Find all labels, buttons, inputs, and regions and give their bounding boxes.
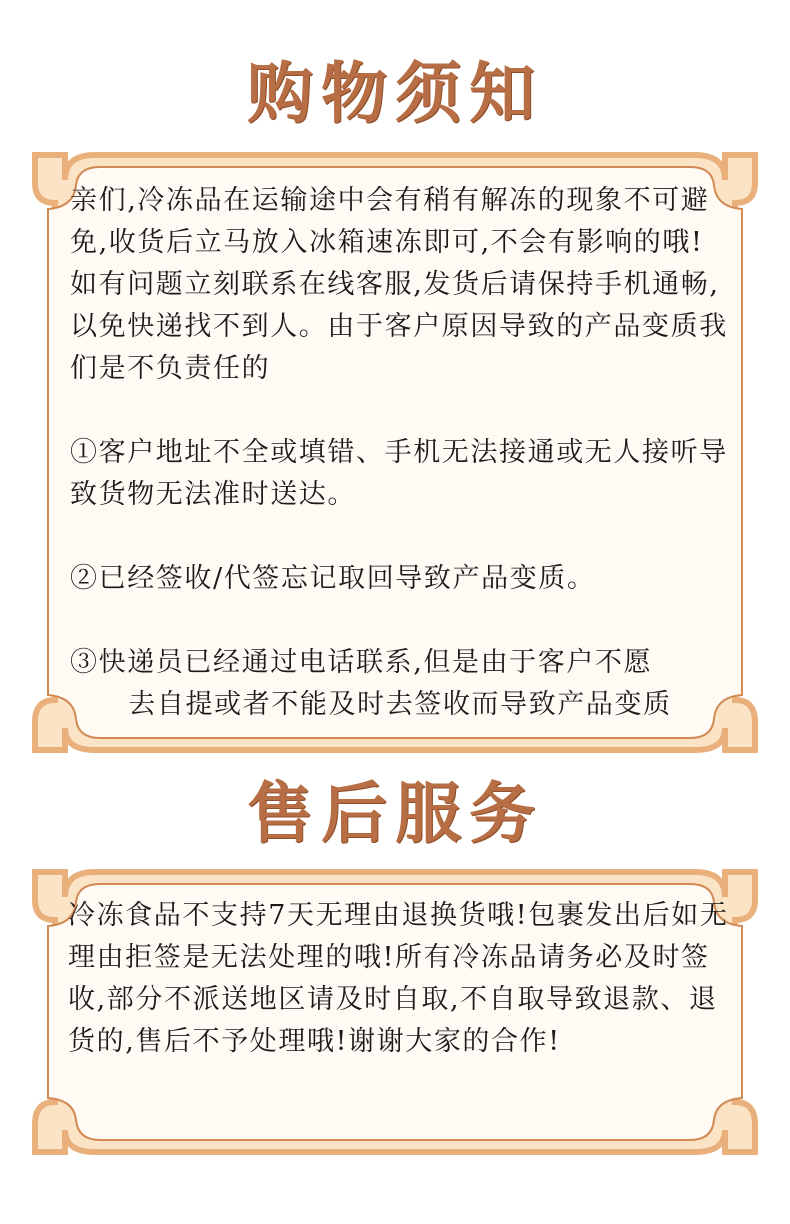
section-title-shopping-notice: 购物须知 xyxy=(247,54,543,132)
notice-panel-content xyxy=(70,180,730,726)
notice-intro-paragraph: 亲们,冷冻品在运输途中会有稍有解冻的现象不可避免,收货后立马放入冰箱速冻即可,不会有影响的哦!如有问题立刻联系在线客服,发货后请保持手机通畅,以免快递找不到人。由于客户原因导致的产品变质我们是不负责任的 xyxy=(70,185,728,384)
after-sales-paragraph: 冷冻食品不支持7天无理由退换货哦!包裹发出后如无理由拒签是无法处理的哦!所有冷冻品请务必及时签收,部分不派送地区请及时自取,不自取导致退款、退货的,售后不予处理哦!谢谢大家的合作! xyxy=(68,900,729,1057)
notice-item-1: ①客户地址不全或填错、手机无法接通或无人接听导致货物无法准时送达。 xyxy=(70,437,728,510)
notice-item-3: ③快递员已经通过电话联系,但是由于客户不愿 xyxy=(70,647,653,678)
after-sales-panel-content xyxy=(68,895,732,1063)
notice-item-3-continued: 去自提或者不能及时去签收而导致产品变质 xyxy=(128,689,672,720)
section-title-after-sales: 售后服务 xyxy=(247,774,543,852)
notice-item-2: ②已经签收/代签忘记取回导致产品变质。 xyxy=(70,563,596,594)
